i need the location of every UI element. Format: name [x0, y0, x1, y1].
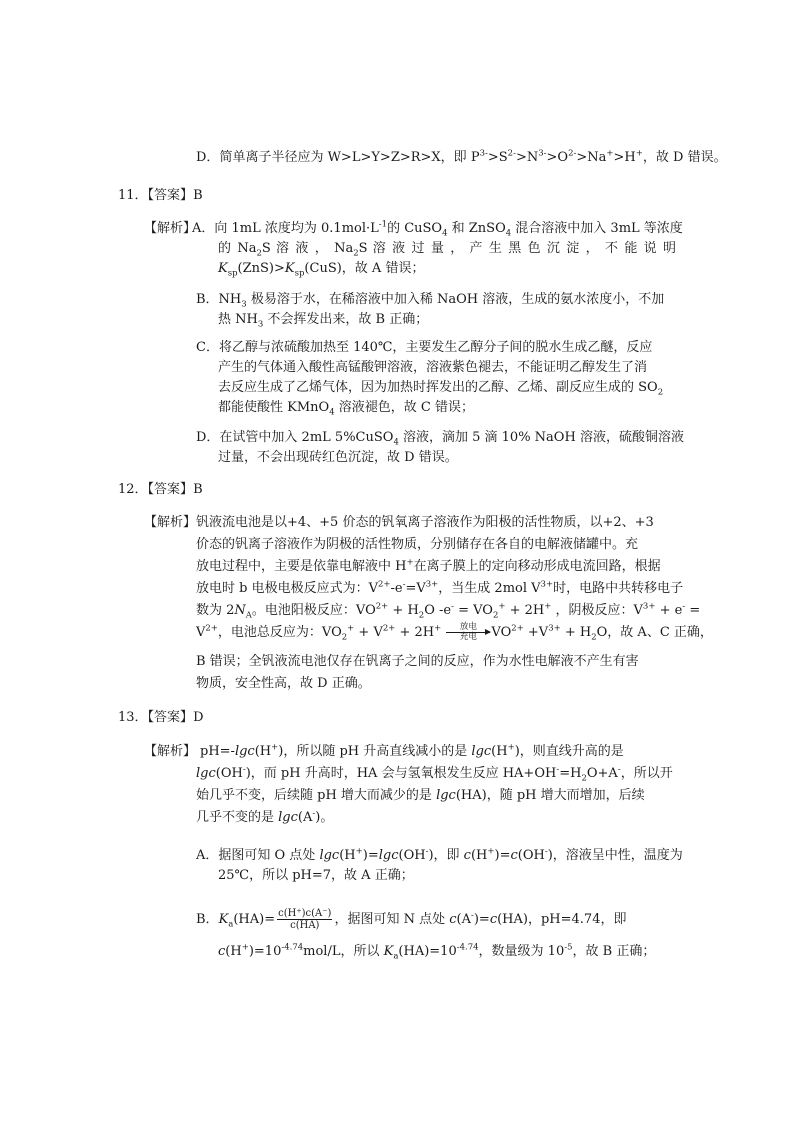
- q11-analysis-label: 【解析】: [144, 221, 197, 236]
- answer-label: 【答案】: [147, 710, 194, 725]
- option-label: D．: [196, 150, 220, 165]
- answer-value: B: [193, 482, 203, 497]
- answer-value: B: [193, 188, 203, 203]
- q12-answer: [118, 480, 203, 500]
- q10-option-d: D．简单离子半径应为 W>L>Y>Z>R>X，即 $P^{3-}>S^{2-}>N^{3-}>O^{2-}>Na^+>H^+$，故 D 错误。: [196, 148, 727, 165]
- reversible-arrow: 放电 充电: [446, 623, 490, 642]
- question-number: 11．: [118, 188, 148, 203]
- answer-label: 【答案】: [147, 482, 194, 497]
- answer-value: D: [193, 710, 204, 725]
- question-number: 13．: [118, 710, 148, 725]
- answer-label: 【答案】: [147, 188, 194, 203]
- q12-analysis-label: 【解析】: [144, 515, 197, 530]
- question-number: 12．: [118, 482, 148, 497]
- ka-fraction: $\frac{c(H^+)c(A^-)}{c(HA)}$: [278, 908, 332, 931]
- q13-analysis-label: 【解析】: [144, 744, 197, 759]
- q11-answer: [118, 186, 203, 206]
- q13-answer: [118, 708, 204, 728]
